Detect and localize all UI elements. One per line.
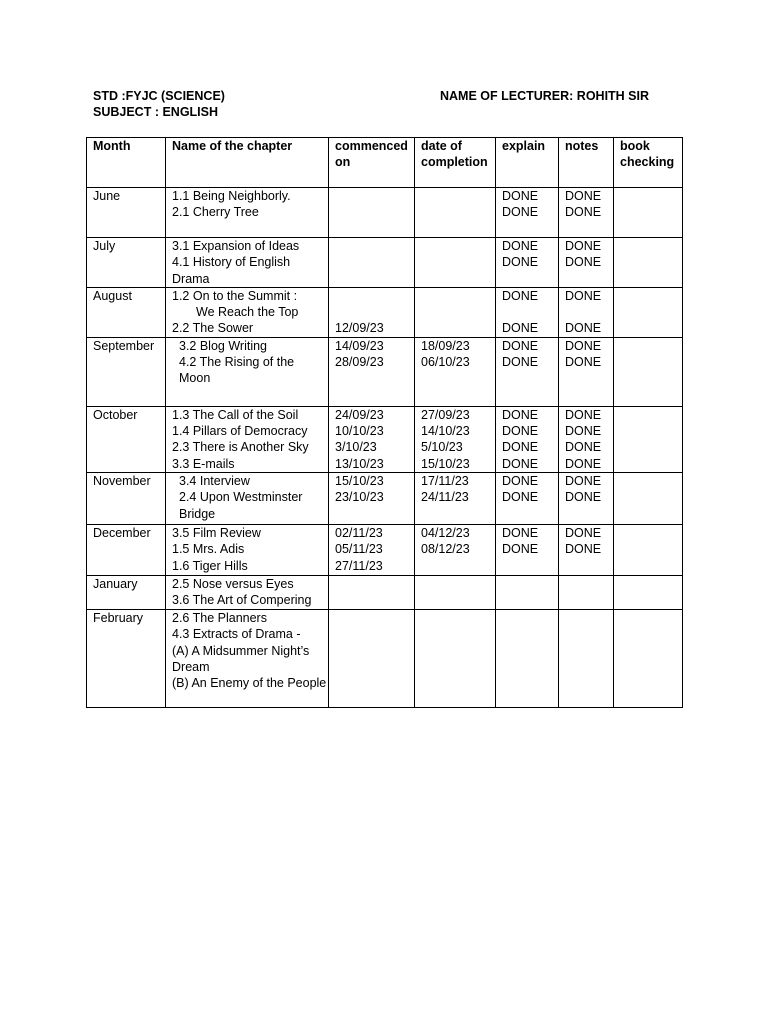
chapter-name: 1.6 Tiger Hills: [172, 558, 248, 573]
date-text: 24/11/23: [421, 490, 469, 505]
column-header-book-checking: book checking: [614, 138, 683, 188]
chapter-cell: [166, 524, 329, 575]
table-row: [87, 188, 683, 238]
date-text: 18/09/23: [421, 338, 470, 353]
date-text: 28/09/23: [335, 355, 384, 370]
status-text: DONE: [502, 255, 539, 270]
table-row: [87, 472, 683, 524]
notes-cell: [559, 524, 614, 575]
status-text: DONE: [502, 338, 539, 353]
explain-cell: [496, 287, 559, 337]
commenced-cell: [329, 406, 415, 472]
status-text: DONE: [565, 473, 602, 488]
date-text: 08/12/23: [421, 542, 470, 557]
date-text: 05/11/23: [335, 542, 383, 557]
table-row: [87, 575, 683, 609]
lecturer-label: NAME OF LECTURER: ROHITH SIR: [440, 89, 650, 103]
table-row: [87, 524, 683, 575]
completion-cell: [415, 609, 496, 707]
status-text: DONE: [565, 424, 602, 439]
chapter-name: 3.1 Expansion of Ideas: [172, 239, 300, 253]
date-text: 5/10/23: [421, 440, 463, 455]
chapter-name: 4.3 Extracts of Drama -: [172, 627, 301, 642]
chapter-cell: [166, 406, 329, 472]
status-text: DONE: [565, 407, 602, 422]
status-text: DONE: [565, 288, 602, 303]
month-cell: [87, 188, 166, 238]
book-checking-cell: [614, 609, 683, 707]
commenced-cell: [329, 524, 415, 575]
status-text: DONE: [502, 288, 539, 303]
month-name: December: [93, 525, 151, 540]
syllabus-table: [86, 137, 683, 708]
chapter-name: 2.1 Cherry Tree: [172, 205, 259, 220]
commenced-cell: [329, 337, 415, 406]
explain-cell: [496, 188, 559, 238]
status-text: DONE: [502, 473, 539, 488]
chapter-name: 1.2 On to the Summit :: [172, 288, 298, 303]
date-text: 10/10/23: [335, 424, 384, 439]
status-text: DONE: [502, 424, 539, 439]
chapter-cell: [166, 287, 329, 337]
column-header-completion: date of completion: [415, 138, 496, 188]
commenced-cell: [329, 238, 415, 288]
status-text: DONE: [565, 456, 602, 471]
completion-cell: [415, 287, 496, 337]
book-checking-cell: [614, 524, 683, 575]
date-text: 23/10/23: [335, 490, 384, 505]
month-name: August: [93, 288, 132, 303]
completion-cell: [415, 524, 496, 575]
month-name: July: [93, 239, 116, 253]
chapter-name: 1.3 The Call of the Soil: [172, 407, 299, 422]
column-header-explain: explain: [496, 138, 559, 188]
standard-label: STD :FYJC (SCIENCE): [93, 89, 225, 103]
notes-cell: [559, 188, 614, 238]
month-name: January: [93, 576, 138, 591]
column-header-notes: notes: [559, 138, 614, 188]
status-text: DONE: [565, 189, 602, 203]
explain-cell: [496, 238, 559, 288]
date-text: 17/11/23: [421, 473, 469, 488]
explain-cell: [496, 524, 559, 575]
date-text: 27/11/23: [335, 558, 383, 573]
notes-cell: [559, 337, 614, 406]
notes-cell: [559, 406, 614, 472]
chapter-name: 4.2 The Rising of the Moon: [179, 355, 295, 386]
month-cell: [87, 337, 166, 406]
table-row: [87, 609, 683, 707]
book-checking-cell: [614, 287, 683, 337]
chapter-name: 2.3 There is Another Sky: [172, 440, 309, 455]
chapter-cell: [166, 238, 329, 288]
date-text: 15/10/23: [335, 473, 384, 488]
table-row: [87, 287, 683, 337]
month-cell: [87, 406, 166, 472]
month-name: September: [93, 338, 155, 353]
column-header-commenced: commenced on: [329, 138, 415, 188]
status-text: DONE: [565, 490, 602, 505]
status-text: DONE: [502, 542, 539, 557]
status-text: DONE: [565, 525, 602, 540]
completion-cell: [415, 472, 496, 524]
status-text: DONE: [565, 239, 602, 253]
book-checking-cell: [614, 188, 683, 238]
chapter-name: 3.4 Interview: [179, 473, 250, 488]
date-text: 24/09/23: [335, 407, 384, 422]
chapter-name: 2.4 Upon Westminster Bridge: [179, 490, 303, 521]
status-text: DONE: [502, 490, 539, 505]
chapter-name: (A) A Midsummer Night’s Dream: [172, 643, 310, 674]
chapter-cell: [166, 188, 329, 238]
status-text: DONE: [502, 407, 539, 422]
chapter-name: 2.5 Nose versus Eyes: [172, 576, 294, 591]
book-checking-cell: [614, 406, 683, 472]
status-text: DONE: [502, 525, 539, 540]
month-cell: [87, 472, 166, 524]
explain-cell: [496, 609, 559, 707]
column-header-chapter: Name of the chapter: [166, 138, 329, 188]
status-text: DONE: [565, 255, 602, 270]
status-text: DONE: [502, 205, 539, 220]
status-text: DONE: [502, 355, 539, 370]
chapter-name: 1.1 Being Neighborly.: [172, 189, 291, 203]
notes-cell: [559, 575, 614, 609]
explain-cell: [496, 337, 559, 406]
status-text: DONE: [502, 440, 539, 455]
book-checking-cell: [614, 575, 683, 609]
table-row: [87, 238, 683, 288]
chapter-name: (B) An Enemy of the People: [172, 676, 327, 691]
chapter-name: 1.5 Mrs. Adis: [172, 542, 245, 557]
date-text: 14/10/23: [421, 424, 470, 439]
notes-cell: [559, 287, 614, 337]
month-name: November: [93, 473, 151, 488]
date-text: 06/10/23: [421, 355, 470, 370]
status-text: DONE: [565, 440, 602, 455]
table-row: [87, 337, 683, 406]
notes-cell: [559, 609, 614, 707]
status-text: DONE: [502, 321, 539, 336]
month-cell: [87, 575, 166, 609]
chapter-name: 3.6 The Art of Compering: [172, 593, 312, 608]
status-text: DONE: [502, 239, 539, 253]
status-text: DONE: [565, 355, 602, 370]
column-header-month: Month: [87, 138, 166, 188]
chapter-name-continued: We Reach the Top: [196, 305, 299, 320]
chapter-name: 2.6 The Planners: [172, 610, 267, 625]
date-text: 3/10/23: [335, 440, 377, 455]
subject-label: SUBJECT : ENGLISH: [93, 105, 219, 119]
completion-cell: [415, 188, 496, 238]
book-checking-cell: [614, 337, 683, 406]
chapter-cell: [166, 575, 329, 609]
date-text: 15/10/23: [421, 456, 470, 471]
status-text: DONE: [502, 456, 539, 471]
chapter-name: 3.3 E-mails: [172, 456, 235, 471]
month-name: October: [93, 407, 138, 422]
month-name: February: [93, 610, 144, 625]
explain-cell: [496, 472, 559, 524]
explain-cell: [496, 406, 559, 472]
month-cell: [87, 524, 166, 575]
date-text: 13/10/23: [335, 456, 384, 471]
commenced-cell: [329, 472, 415, 524]
table-row: [87, 406, 683, 472]
book-checking-cell: [614, 238, 683, 288]
commenced-cell: [329, 287, 415, 337]
completion-cell: [415, 337, 496, 406]
month-name: June: [93, 189, 121, 203]
completion-cell: [415, 575, 496, 609]
date-text: 27/09/23: [421, 407, 470, 422]
status-text: DONE: [565, 338, 602, 353]
chapter-cell: [166, 609, 329, 707]
date-text: 02/11/23: [335, 525, 383, 540]
date-text: 14/09/23: [335, 338, 384, 353]
chapter-name: 4.1 History of English Drama: [172, 255, 291, 286]
chapter-name: 1.4 Pillars of Democracy: [172, 424, 308, 439]
date-text: 12/09/23: [335, 321, 384, 336]
commenced-cell: [329, 609, 415, 707]
notes-cell: [559, 472, 614, 524]
notes-cell: [559, 238, 614, 288]
completion-cell: [415, 406, 496, 472]
month-cell: [87, 609, 166, 707]
status-text: DONE: [565, 205, 602, 220]
chapter-name: 3.5 Film Review: [172, 525, 261, 540]
status-text: DONE: [502, 189, 539, 203]
chapter-name: 3.2 Blog Writing: [179, 338, 268, 353]
commenced-cell: [329, 188, 415, 238]
status-text: DONE: [565, 321, 602, 336]
month-cell: [87, 238, 166, 288]
commenced-cell: [329, 575, 415, 609]
table-header-row: [87, 138, 683, 188]
explain-cell: [496, 575, 559, 609]
date-text: 04/12/23: [421, 525, 470, 540]
chapter-name: 2.2 The Sower: [172, 321, 254, 336]
chapter-cell: [166, 472, 329, 524]
status-text: DONE: [565, 542, 602, 557]
completion-cell: [415, 238, 496, 288]
month-cell: [87, 287, 166, 337]
chapter-cell: [166, 337, 329, 406]
book-checking-cell: [614, 472, 683, 524]
